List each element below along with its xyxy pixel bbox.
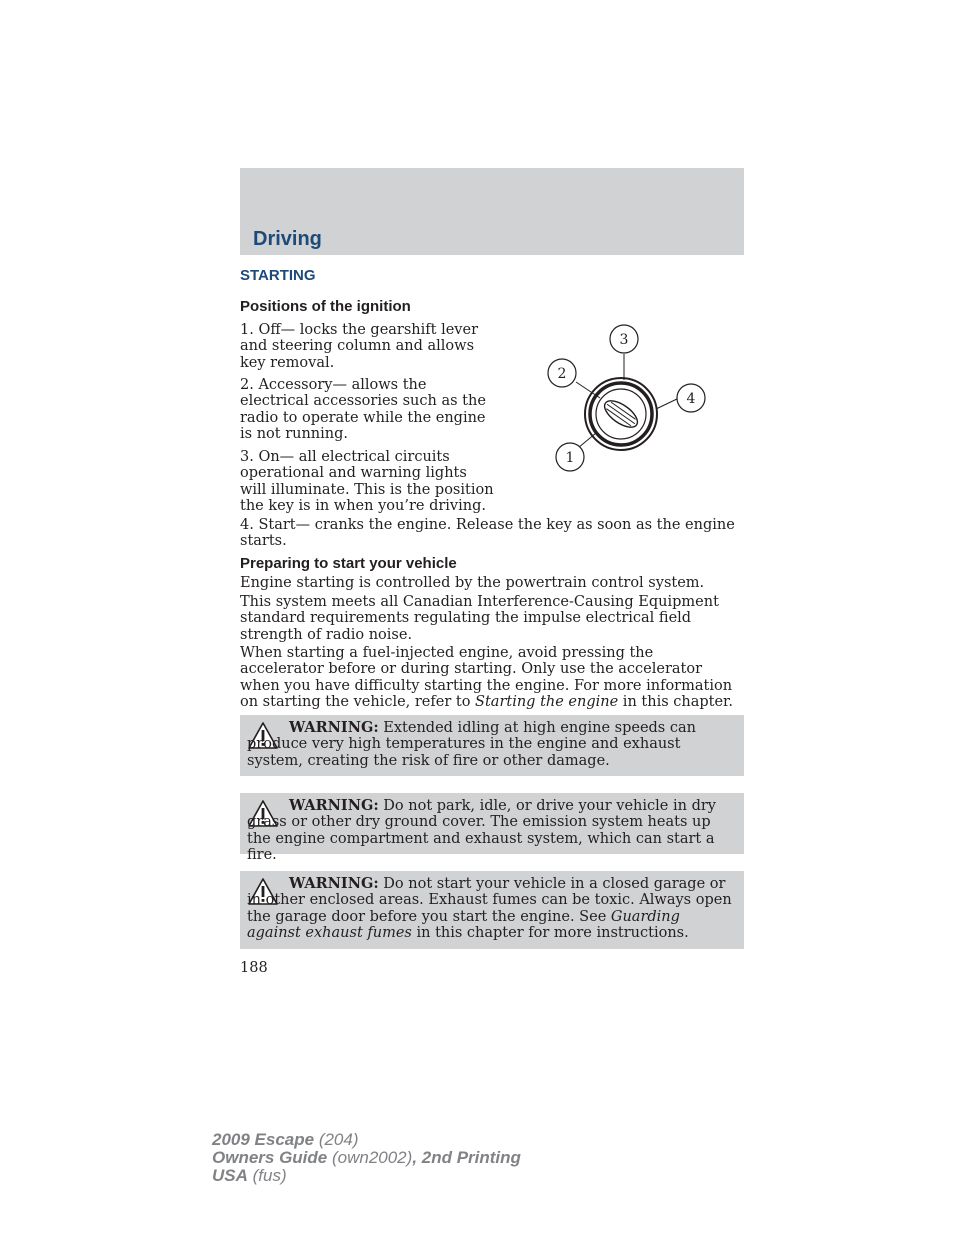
- document-footer: [212, 1131, 521, 1185]
- section-header-band: [240, 168, 744, 255]
- ignition-positions-heading: Positions of the ignition: [240, 298, 411, 315]
- ignition-item-on: 3. On— all electrical circuits operational and warning lights will illuminate. This is the position the key is in when you’re driving.: [240, 449, 494, 515]
- footer-line-market: USA (fus): [212, 1166, 287, 1185]
- figure-label-4: 4: [686, 391, 696, 407]
- starting-engine-reference: Starting the engine: [475, 694, 619, 711]
- ignition-item-accessory: 2. Accessory— allows the electrical accessories such as the radio to operate while the engine is not running.: [240, 377, 486, 443]
- footer-line-guide: Owners Guide (own2002), 2nd Printing: [212, 1148, 521, 1167]
- preparing-paragraph-1: Engine starting is controlled by the powertrain control system.: [240, 575, 705, 591]
- warning-text: WARNING: Extended idling at high engine speeds can produce very high temperatures in the engine and exhaust system, creating the risk of fire or other damage.: [247, 719, 696, 769]
- ignition-switch-figure: [540, 322, 720, 482]
- warning-box: [240, 793, 744, 864]
- figure-label-2: 2: [557, 366, 567, 382]
- ignition-item-off: 1. Off— locks the gearshift lever and steering column and allows key removal.: [240, 322, 479, 371]
- exhaust-fumes-reference: Guarding against exhaust fumes: [247, 908, 680, 942]
- preparing-heading: Preparing to start your vehicle: [240, 555, 457, 572]
- starting-heading: STARTING: [240, 267, 316, 284]
- page-number: 188: [240, 960, 268, 976]
- footer-line-model: 2009 Escape (204): [212, 1130, 359, 1149]
- section-title: Driving: [253, 228, 322, 250]
- warning-box: [240, 715, 744, 776]
- ignition-item-start: 4. Start— cranks the engine. Release the key as soon as the engine starts.: [240, 517, 735, 550]
- figure-label-1: 1: [565, 450, 575, 466]
- warning-text: WARNING: Do not start your vehicle in a closed garage or in other enclosed areas. Exhaust fumes can be toxic. Always open the garage door before you start the engine. See Guarding against exhaust fumes in this chapter for more instructions.: [247, 875, 732, 942]
- warning-box: [240, 871, 744, 949]
- preparing-paragraph-2: This system meets all Canadian Interference-Causing Equipment standard requirements regulating the impulse electrical field strength of radio noise.: [240, 594, 719, 643]
- warning-text: WARNING: Do not park, idle, or drive your vehicle in dry grass or other dry ground cover. The emission system heats up the engine compartment and exhaust system, which can start a fire.: [247, 797, 716, 864]
- preparing-paragraph-3: When starting a fuel-injected engine, avoid pressing the accelerator before or during starting. Only use the accelerator when you have difficulty starting the engine. For more information on starting the vehicle, refer to Starting the engine in this chapter.: [240, 645, 733, 711]
- figure-label-3: 3: [619, 332, 629, 348]
